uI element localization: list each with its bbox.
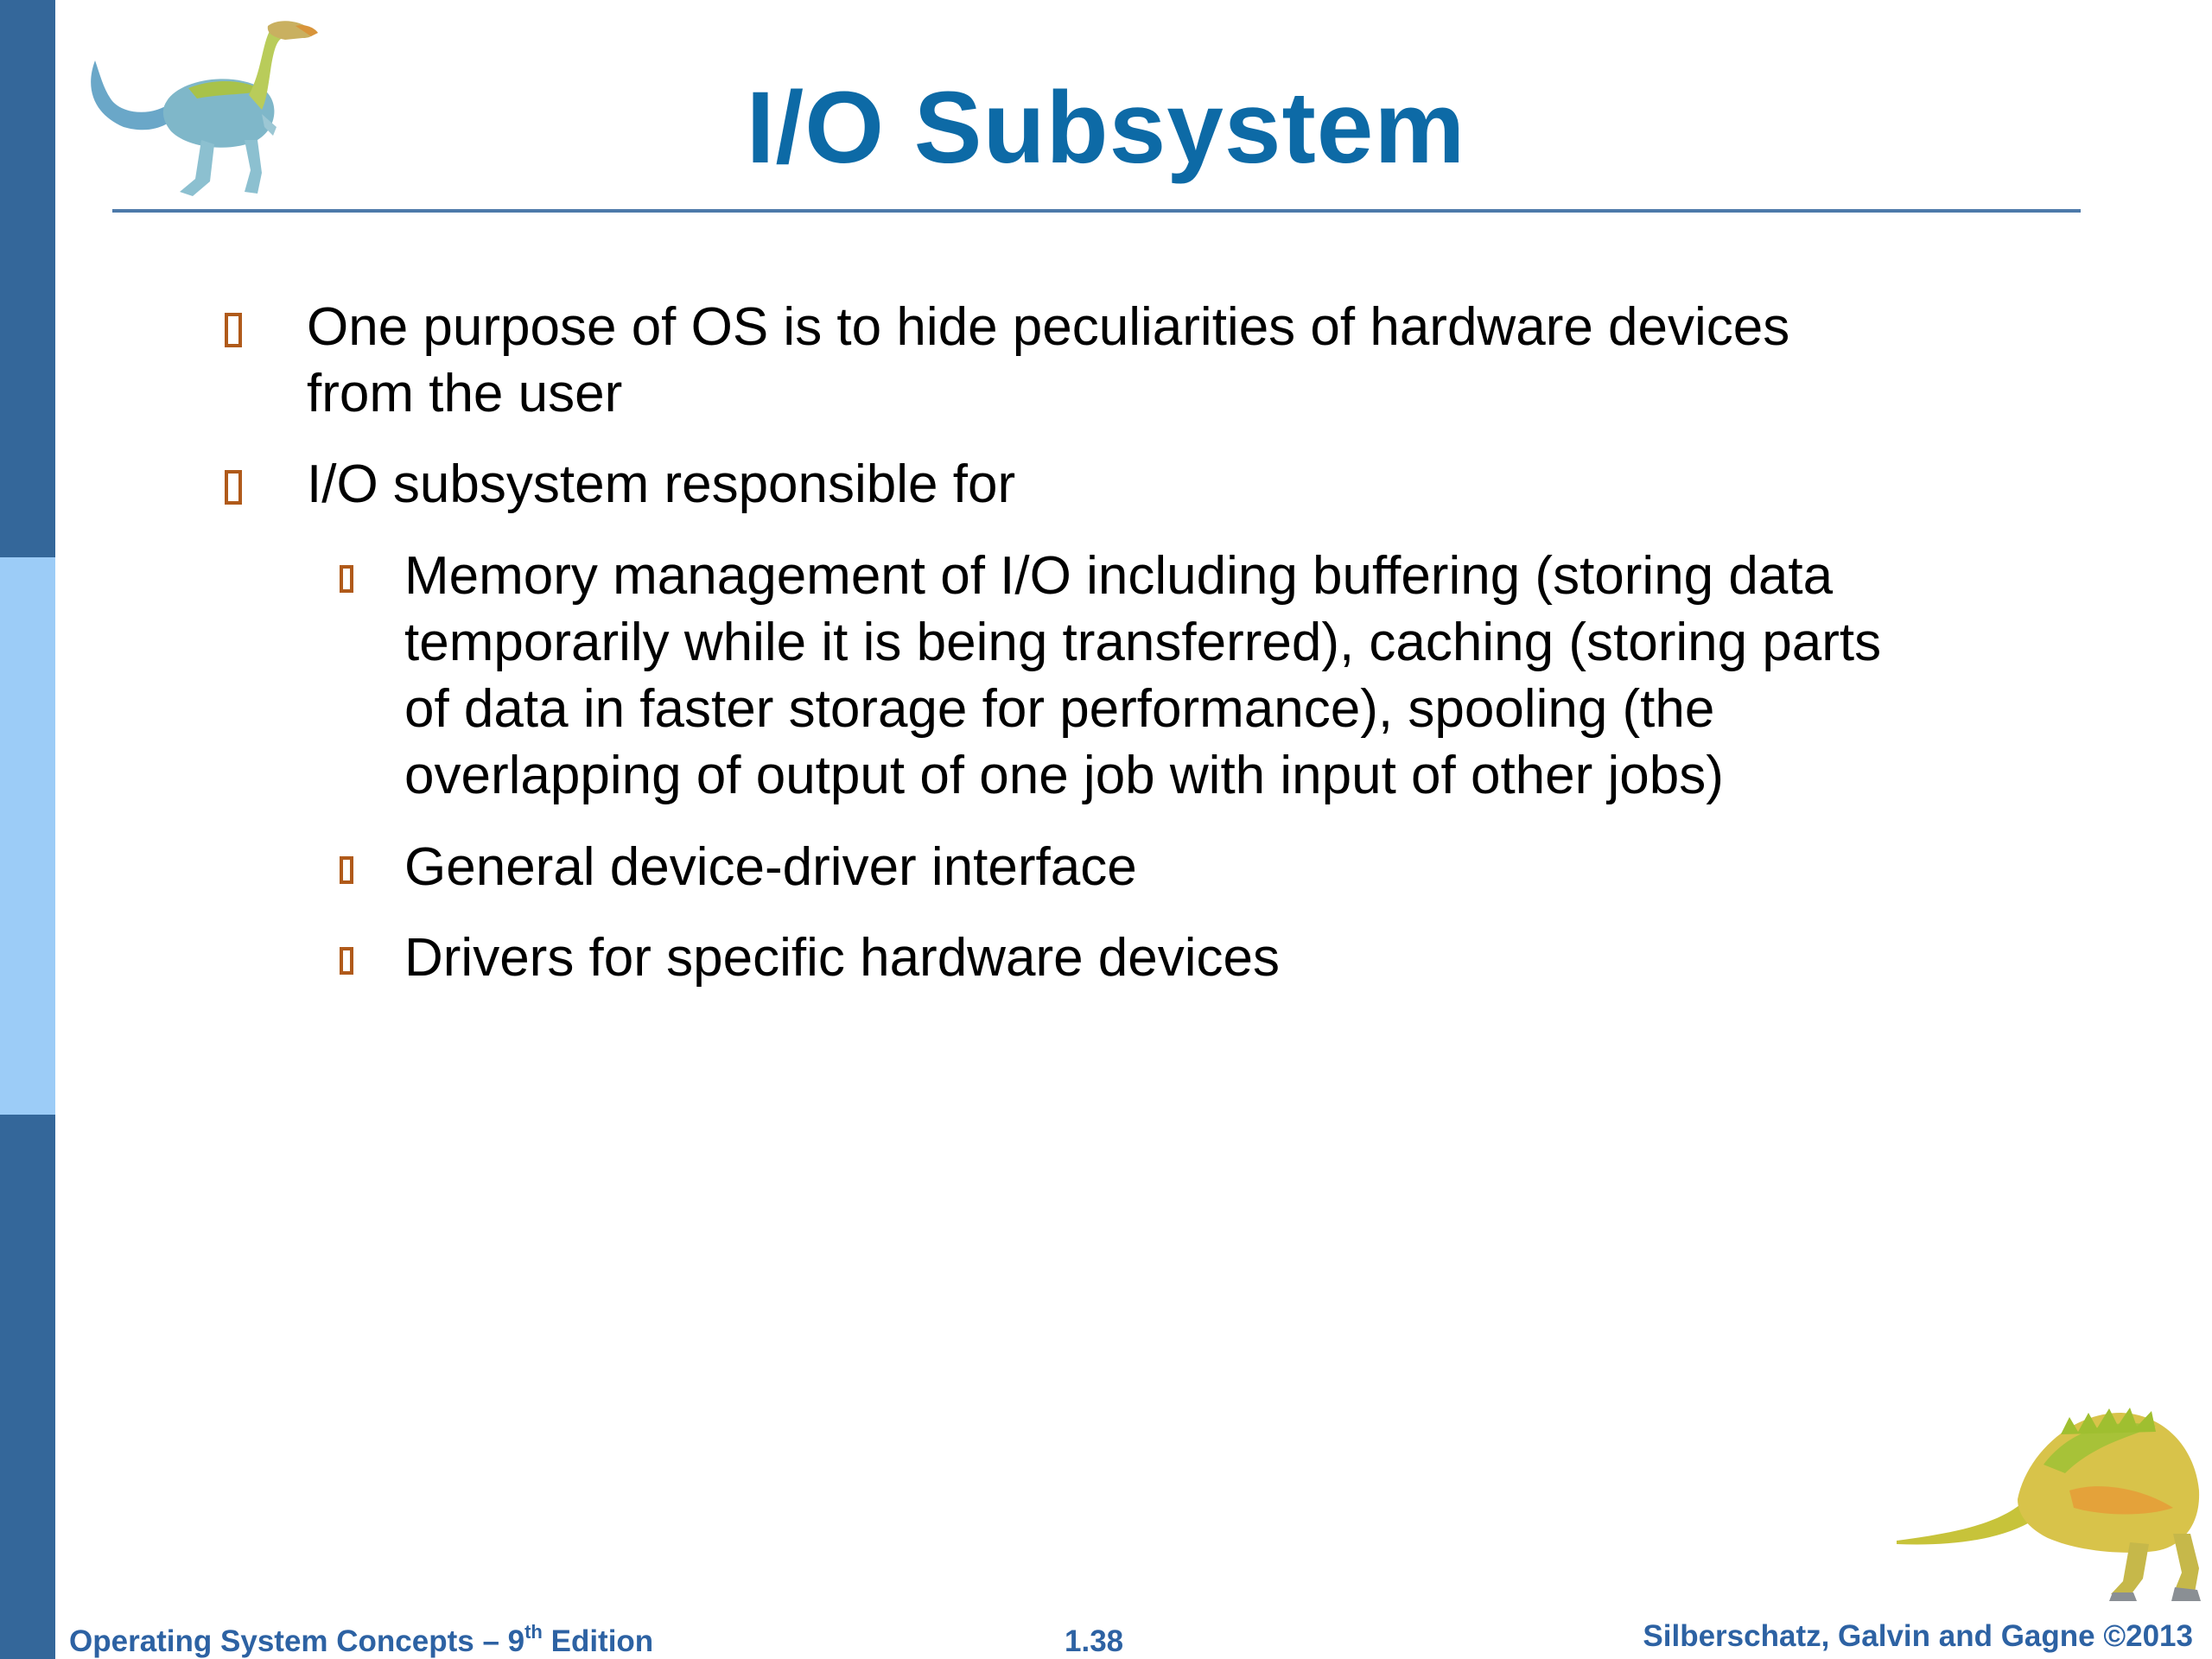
bullet-marker-icon <box>340 947 353 975</box>
bullet-line: temporarily while it is being transferred), caching (storing parts <box>404 613 1882 672</box>
list-item <box>307 451 1015 518</box>
bullet-line: One purpose of OS is to hide peculiarities of hardware devices <box>307 297 1790 357</box>
bullet-marker-icon <box>225 313 242 347</box>
footer-book-prefix: Operating System Concepts – 9 <box>69 1624 525 1658</box>
bullet-line: Drivers for specific hardware devices <box>404 928 1281 988</box>
page-title: I/O Subsystem <box>746 71 1466 185</box>
footer-book-title <box>69 1621 654 1658</box>
list-item <box>307 294 1789 427</box>
footer-copyright: Silberschatz, Galvin and Gagne ©2013 <box>1643 1619 2193 1653</box>
bullet-line: I/O subsystem responsible for <box>307 454 1016 514</box>
bullet-line: from the user <box>307 364 623 423</box>
footer-page-number: 1.38 <box>1065 1624 1124 1658</box>
bullet-marker-icon <box>225 470 242 505</box>
dinosaur-logo-icon <box>1897 1395 2212 1603</box>
side-bar-accent <box>0 557 55 1115</box>
bullet-line: of data in faster storage for performance), spooling (the <box>404 679 1715 739</box>
list-item <box>404 543 1881 809</box>
list-item <box>404 834 1137 900</box>
title-divider <box>112 209 2081 213</box>
bullet-marker-icon <box>340 565 353 593</box>
bullet-line: overlapping of output of one job with input of other jobs) <box>404 746 1724 805</box>
footer-book-sup: th <box>524 1621 543 1643</box>
footer-book-suffix: Edition <box>542 1624 654 1658</box>
bullet-line: Memory management of I/O including buffering (storing data <box>404 546 1834 606</box>
bullet-line: General device-driver interface <box>404 837 1137 897</box>
list-item <box>404 925 1280 991</box>
bullet-marker-icon <box>340 856 353 884</box>
